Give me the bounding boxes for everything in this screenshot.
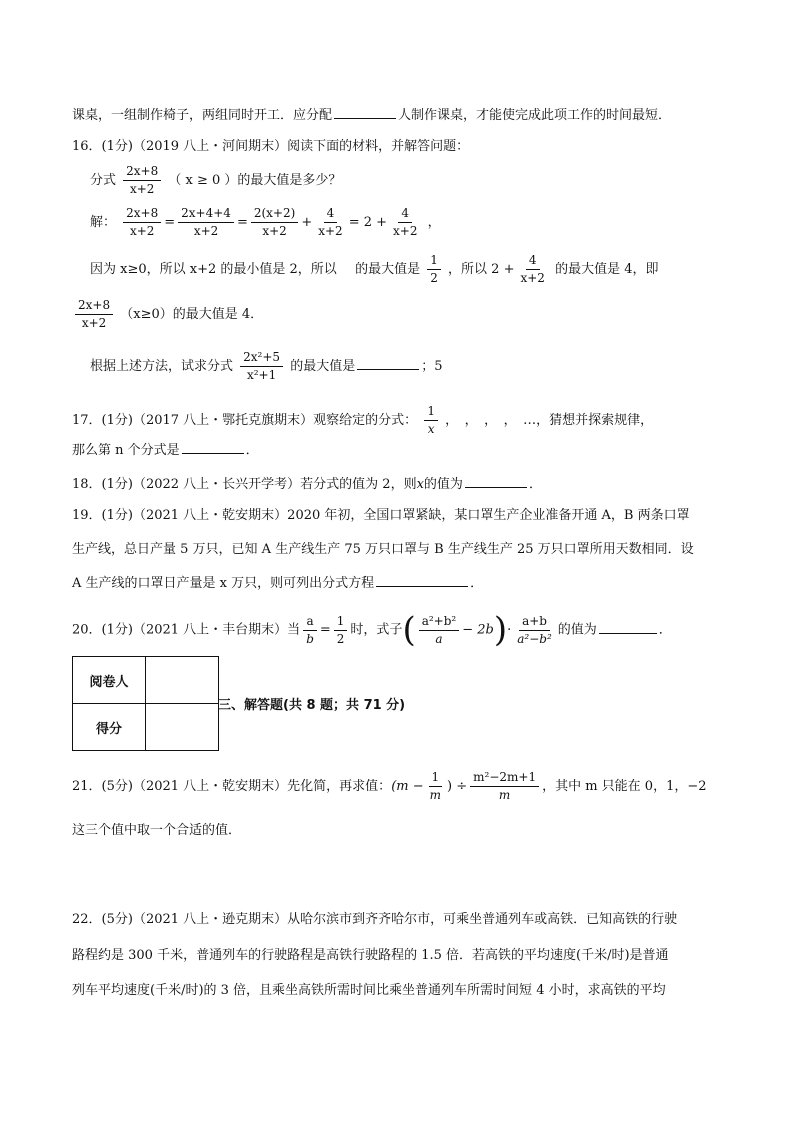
reason-text-4: 的最大值是 4，即	[555, 262, 659, 277]
q16-answer-blank[interactable]	[357, 355, 419, 370]
frac-numerator: m²−2m+1	[470, 770, 539, 787]
q20-line	[72, 612, 672, 648]
frac-numerator: 2x+8	[75, 298, 113, 315]
reason-text-3: ，所以	[448, 262, 488, 277]
frac-denominator: x+2	[129, 224, 155, 238]
q19-answer-blank[interactable]	[376, 572, 468, 587]
task-fraction	[240, 350, 283, 383]
half-fraction	[427, 253, 441, 286]
q20-frac-ab	[303, 614, 317, 647]
frac-numerator: 2(x+2)	[251, 206, 298, 223]
score-table-grader-label: 阅卷人	[73, 657, 146, 704]
q15-text: 课桌，一组制作椅子，两组同时开工．应分配	[72, 108, 333, 123]
q20-text-3: 的值为	[557, 622, 597, 638]
q22-line-3: 列车平均速度(千米/时)的 3 倍，且乘坐高铁所需时间比乘坐普通列车所需时间短 4 小时，求高铁的平均	[72, 983, 666, 998]
q21-text-2: ，其中 m 只能在 0，1，−2	[542, 779, 707, 794]
q20-text: 20．(1分)（2021 八上・丰台期末）当	[72, 622, 301, 638]
frac-denominator: x	[427, 422, 435, 436]
q16-solution-line: 解： $\frac{2x+8}{x+2}$ = $\frac{2x+4+4}{x+2}$ = $\frac{2(x+2)}{x+2}$ + $\frac{4}{x+2}$ = 2 + $\frac{4}{x+2}$ ，	[90, 206, 441, 238]
solution-label: 解：	[90, 215, 117, 230]
q20-frac-3	[419, 614, 460, 647]
q16-header: 16．(1分)（2019 八上・河间期末）阅读下面的材料，并解答问题：	[72, 139, 470, 154]
frac-denominator: b	[306, 631, 314, 646]
frac-denominator: x+2	[262, 224, 287, 238]
q18-answer-blank[interactable]	[465, 473, 527, 488]
task-text-2: 的最大值是	[290, 359, 356, 374]
q16-reason-line	[90, 253, 658, 286]
eq-frac-2	[178, 206, 234, 239]
q16-task-line	[90, 350, 443, 383]
frac-denominator: a²−b²	[517, 631, 552, 646]
frac-numerator: 2x+4+4	[178, 206, 234, 223]
frac-denominator: a	[435, 631, 443, 646]
frac-numerator: a+b	[519, 614, 550, 631]
eq-frac-1	[123, 206, 161, 239]
frac-denominator: m	[498, 788, 511, 802]
score-table	[72, 656, 219, 751]
q20-answer-blank[interactable]	[599, 619, 657, 634]
q17-fraction	[424, 404, 438, 437]
reason-constant: 2 +	[491, 262, 515, 277]
q18-line	[72, 473, 542, 494]
q20-text-2: 时，式子	[350, 622, 403, 638]
q19-line-2: 生产线，总日产量 5 万只，已知 A 生产线生产 75 万只口罩与 B 生产线生产 25 万只口罩所用天数相同．设	[72, 542, 694, 557]
reason-text: 因为 x≥0，所以 x+2 的最小值是 2，所以	[90, 262, 337, 277]
score-table-score-label: 得分	[73, 704, 146, 751]
q15-text-tail: 人制作课桌，才能使完成此项工作的时间最短．	[398, 108, 672, 123]
frac-denominator: x+2	[393, 224, 418, 238]
q16-condition: （ x ≥ 0 ）的最大值是多少？	[168, 173, 342, 188]
frac-numerator: 1	[429, 770, 443, 787]
frac-numerator: 4	[324, 206, 338, 223]
q21-line	[72, 770, 707, 803]
frac-numerator: 4	[398, 206, 412, 223]
eq-constant: = 2 +	[348, 215, 388, 230]
q18-text: 18．(1分)（2022 八上・长兴开学考）若分式的值为 2，则	[72, 477, 417, 492]
q19-line-1: 19．(1分)（2021 八上・乾安期末）2020 年初，全国口罩紧缺，某口罩生产企业准备开通 A，B 两条口罩	[72, 508, 690, 523]
q15-answer-blank[interactable]	[334, 104, 396, 119]
reason-fraction	[517, 253, 547, 286]
left-paren: (	[402, 610, 416, 650]
q17-text-2: ， ， ， ， …，猜想并探索规律，	[445, 413, 654, 428]
conclusion-text: （x≥0）的最大值是 4．	[120, 307, 264, 322]
eq-end: ，	[427, 215, 441, 230]
q20-frac-4	[514, 614, 555, 647]
q19-line-3	[72, 572, 483, 593]
frac-denominator: x+2	[318, 224, 343, 238]
q17-text-4: ．	[245, 443, 259, 458]
frac-numerator: 1	[424, 404, 438, 421]
q16-label: 分式	[90, 173, 117, 188]
q16-question-line	[90, 164, 341, 197]
q15-line	[72, 104, 671, 125]
q21-frac-1	[427, 770, 444, 803]
q21-frac-2	[470, 770, 539, 803]
frac-numerator: a²+b²	[419, 614, 460, 631]
q17-text-3: 那么第 n 个分式是	[72, 443, 180, 458]
q22-line-2: 路程约是 300 千米，普通列车的行驶路程是高铁行驶路程的 1.5 倍．若高铁的平均速度(千米/时)是普通	[72, 948, 669, 963]
reason-text-2: 的最大值是	[355, 262, 421, 277]
frac-numerator: 2x+8	[123, 206, 161, 223]
section-heading: 三、解答题(共 8 题；共 71 分)	[218, 698, 406, 713]
right-paren: )	[493, 610, 508, 650]
eq-frac-5	[390, 206, 420, 239]
q18-text-3: ．	[528, 477, 542, 492]
frac-denominator: x+2	[129, 182, 155, 196]
frac-numerator: 1	[334, 614, 348, 631]
q17-answer-blank[interactable]	[182, 439, 244, 454]
q17-line	[72, 404, 653, 437]
frac-denominator: x+2	[520, 271, 545, 285]
task-text: 根据上述方法，试求分式	[90, 359, 234, 374]
frac-numerator: a	[303, 614, 316, 631]
q17-text: 17．(1分)（2017 八上・鄂托克旗期末）观察给定的分式：	[72, 413, 418, 428]
q21-expr-open: (m −	[391, 779, 424, 794]
frac-denominator: x+2	[193, 224, 219, 238]
frac-denominator: 2	[430, 271, 438, 285]
frac-denominator: m	[429, 788, 442, 802]
q20-minus-term: − 2b	[462, 622, 494, 638]
q19-text: A 生产线的口罩日产量是 x 万只，则可列出分式方程	[72, 576, 375, 591]
frac-numerator: 4	[526, 253, 540, 270]
q18-text-2: 的值为	[423, 477, 463, 492]
score-table-score-cell[interactable]	[146, 704, 219, 751]
q20-equals: =	[319, 622, 331, 638]
q17-line-2	[72, 439, 259, 460]
eq-frac-3	[251, 206, 298, 239]
q22-line-1: 22．(5分)（2021 八上・逊克期末）从哈尔滨市到齐齐哈尔市，可乘坐普通列车或高铁．已知高铁的行驶	[72, 912, 678, 927]
q20-text-4: ．	[658, 622, 672, 638]
q21-expr-close: ) ÷	[447, 779, 468, 794]
frac-numerator: 2x²+5	[240, 350, 283, 367]
eq-frac-4	[315, 206, 345, 239]
q21-line-2: 这三个值中取一个合适的值．	[72, 823, 242, 838]
score-table-grader-cell[interactable]	[146, 657, 219, 704]
task-answer: ；5	[421, 359, 443, 374]
q16-fraction	[123, 164, 161, 197]
frac-denominator: x+2	[81, 316, 107, 330]
q16-conclusion-line	[72, 298, 263, 331]
frac-denominator: 2	[336, 631, 345, 646]
frac-numerator: 1	[427, 253, 441, 270]
conclusion-fraction	[75, 298, 113, 331]
q18-variable: x	[416, 477, 424, 492]
frac-denominator: x²+1	[246, 368, 277, 382]
q19-text-2: ．	[470, 576, 484, 591]
q21-text: 21．(5分)（2021 八上・乾安期末）先化简，再求值：	[72, 779, 392, 794]
frac-numerator: 2x+8	[123, 164, 161, 181]
q20-frac-half	[334, 614, 348, 647]
q20-dot: ·	[507, 622, 512, 638]
